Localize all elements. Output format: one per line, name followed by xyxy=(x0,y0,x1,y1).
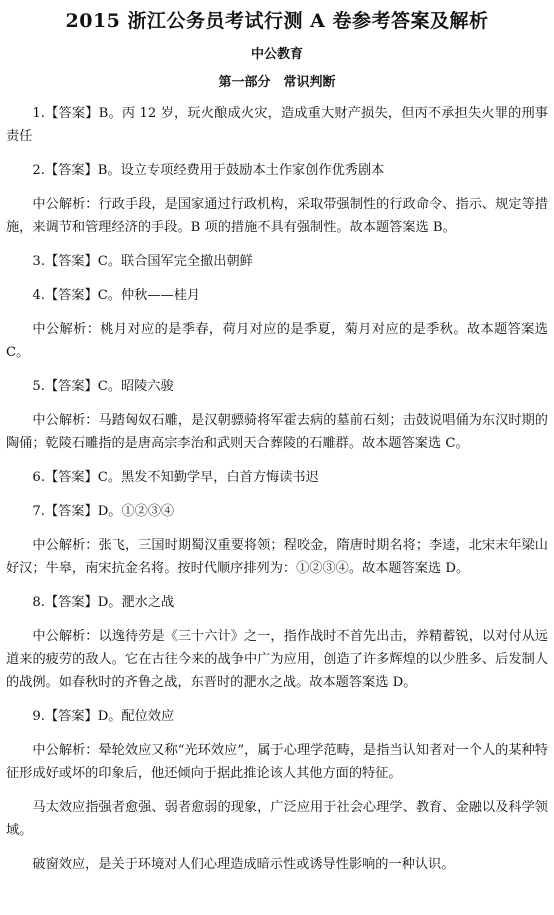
document-title: 2015 浙江公务员考试行测 A 卷参考答案及解析 xyxy=(65,10,489,32)
answer-1: 1.【答案】B。丙 12 岁，玩火酿成火灾，造成重大财产损失，但丙不承担失火罪的刑事责任 xyxy=(6,106,548,144)
answer-7: 7.【答案】D。①②③④ xyxy=(32,504,175,519)
answer-3: 3.【答案】C。联合国军完全撤出朝鲜 xyxy=(32,254,253,269)
answer-2: 2.【答案】B。设立专项经费用于鼓励本土作家创作优秀剧本 xyxy=(32,163,385,178)
answer-6: 6.【答案】C。黑发不知勤学早，白首方悔读书迟 xyxy=(32,470,319,485)
answer-9: 9.【答案】D。配位效应 xyxy=(32,709,175,724)
analysis-7: 中公解析：张飞，三国时期蜀汉重要将领；程咬金，隋唐时期名将；李逵，北宋末年梁山好汉；牛皋，南宋抗金名将。按时代顺序排列为：①②③④。故本题答案选 D。 xyxy=(6,538,548,576)
analysis-9-matthew-effect: 马太效应指强者愈强、弱者愈弱的现象，广泛应用于社会心理学、教育、金融以及科学领域。 xyxy=(6,800,548,838)
analysis-9-halo-effect: 中公解析：晕轮效应又称“光环效应”，属于心理学范畴，是指当认知者对一个人的某种特征形成好或坏的印象后，他还倾向于据此推论该人其他方面的特征。 xyxy=(6,743,548,781)
analysis-9-broken-window: 破窗效应，是关于环境对人们心理造成暗示性或诱导性影响的一种认识。 xyxy=(32,857,455,872)
document-subtitle: 中公教育 xyxy=(250,47,303,62)
answer-4: 4.【答案】C。仲秋——桂月 xyxy=(32,288,201,303)
section-heading: 第一部分 常识判断 xyxy=(218,75,336,90)
answer-8: 8.【答案】D。淝水之战 xyxy=(32,595,175,610)
analysis-8: 中公解析：以逸待劳是《三十六计》之一，指作战时不首先出击，养精蓄锐，以对付从远道来的疲劳的敌人。它在古往今来的战争中广为应用，创造了许多辉煌的以少胜多、后发制人的战例。如春秋时的齐鲁之战，东晋时的淝水之战。故本题答案选 D。 xyxy=(6,629,548,690)
answer-5: 5.【答案】C。昭陵六骏 xyxy=(32,379,174,394)
analysis-5: 中公解析：马踏匈奴石雕，是汉朝骠骑将军霍去病的墓前石刻；击鼓说唱俑为东汉时期的陶俑；乾陵石雕指的是唐高宗李治和武则天合葬陵的石雕群。故本题答案选 C。 xyxy=(6,413,548,451)
analysis-2: 中公解析：行政手段，是国家通过行政机构，采取带强制性的行政命令、指示、规定等措施，来调节和管理经济的手段。B 项的措施不具有强制性。故本题答案选 B。 xyxy=(6,197,548,235)
analysis-4: 中公解析：桃月对应的是季春，荷月对应的是季夏，菊月对应的是季秋。故本题答案选C。 xyxy=(6,322,548,360)
